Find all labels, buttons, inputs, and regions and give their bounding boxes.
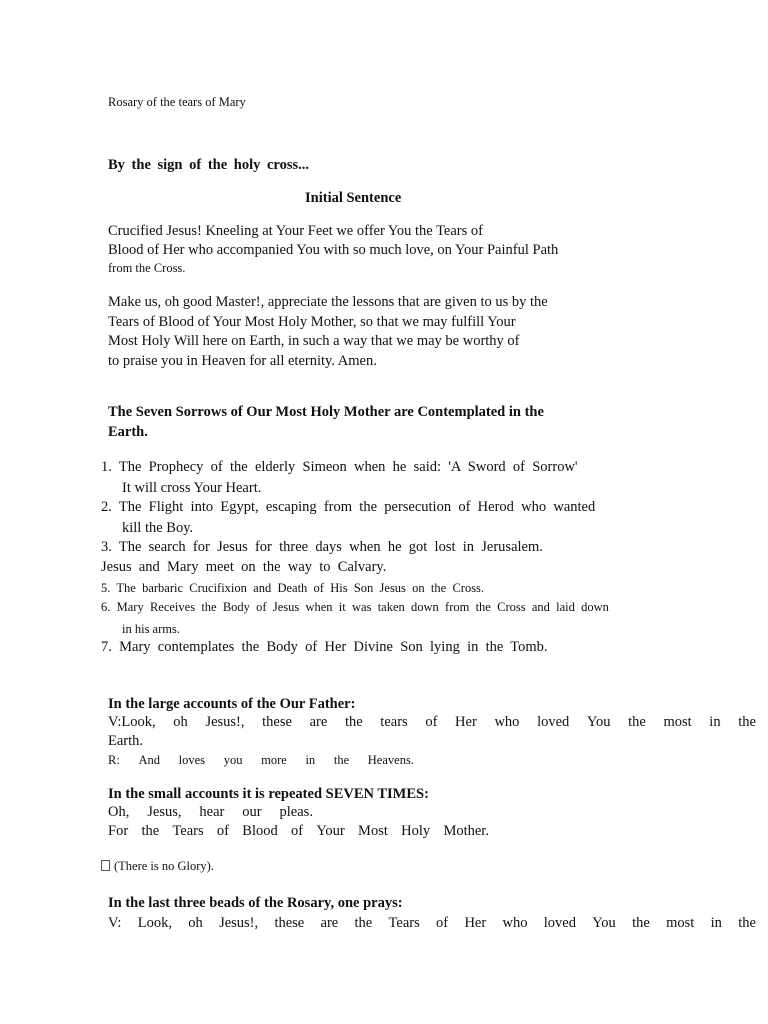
small-beads-line2 (108, 822, 489, 841)
word: Tears (172, 823, 204, 839)
word: You (586, 714, 611, 730)
word: Heavens. (367, 753, 414, 767)
word: R: (108, 753, 120, 767)
document-header: Rosary of the tears of Mary (108, 95, 246, 109)
no-glory-text: (There is no Glory). (114, 859, 214, 873)
word: the (354, 915, 373, 931)
word: more (261, 753, 287, 767)
sign-of-cross-heading: By the sign of the holy cross... (108, 157, 310, 173)
word: Holy (401, 823, 431, 839)
word: loves (178, 753, 206, 767)
word: our (242, 804, 262, 820)
word: of (291, 823, 304, 839)
word: You (592, 915, 616, 931)
sorrow-4: Jesus and Mary meet on the way to Calvary. (101, 559, 387, 575)
word: these (262, 714, 292, 730)
word: who (494, 714, 520, 730)
word: Her (464, 915, 487, 931)
word: in (710, 915, 722, 931)
sorrows-heading-line2: Earth. (108, 424, 148, 440)
word: Most (358, 823, 388, 839)
word: V:Look, (108, 714, 156, 730)
word: of (425, 714, 438, 730)
paragraph2-line2: Tears of Blood of Your Most Holy Mother, so that we may fulfill Your (108, 314, 516, 330)
initial-sentence-heading: Initial Sentence (305, 190, 402, 206)
word: loved (537, 714, 570, 730)
large-beads-heading: In the large accounts of the Our Father: (108, 696, 356, 712)
paragraph2-line4: to praise you in Heaven for all eternity. Amen. (108, 353, 377, 369)
word: Mother. (443, 823, 489, 839)
word: in (709, 714, 721, 730)
sorrow-1-line2: It will cross Your Heart. (122, 480, 262, 496)
sorrow-3: 3. The search for Jesus for three days when he got lost in Jerusalem. (101, 539, 543, 555)
word: the (738, 915, 756, 931)
word: loved (543, 915, 576, 931)
word: Oh, (108, 804, 130, 820)
word: most (663, 714, 692, 730)
sorrow-5: 5. The barbaric Crucifixion and Death of His Son Jesus on the Cross. (101, 581, 485, 595)
word: hear (199, 804, 225, 820)
word: tears (380, 714, 408, 730)
paragraph2-line3: Most Holy Will here on Earth, in such a way that we may be worthy of (108, 333, 520, 349)
last-beads-heading: In the last three beads of the Rosary, one prays: (108, 895, 403, 911)
sorrows-heading-line1: The Seven Sorrows of Our Most Holy Mother are Contemplated in the (108, 404, 544, 420)
word: who (502, 915, 528, 931)
missing-glyph-icon (101, 860, 110, 871)
word: Jesus, (147, 804, 182, 820)
sorrow-2-line1: 2. The Flight into Egypt, escaping from the persecution of Herod who wanted (101, 499, 596, 515)
word: are (309, 714, 328, 730)
word: Tears (388, 915, 420, 931)
large-beads-versicle (108, 713, 756, 732)
paragraph2-line1: Make us, oh good Master!, appreciate the lessons that are given to us by the (108, 294, 548, 310)
word: in (305, 753, 316, 767)
word: V: (108, 915, 122, 931)
word: And (138, 753, 160, 767)
word: most (666, 915, 695, 931)
word: Look, (137, 915, 172, 931)
word: are (320, 915, 339, 931)
word: these (274, 915, 305, 931)
word: of (216, 823, 230, 839)
word: the (333, 753, 350, 767)
large-beads-versicle-line2: Earth. (108, 733, 144, 749)
word: Jesus!, (205, 714, 245, 730)
word: the (628, 714, 646, 730)
small-beads-line1 (108, 803, 313, 822)
word: For (108, 823, 129, 839)
word: Your (316, 823, 345, 839)
word: of (436, 915, 449, 931)
word: the (632, 915, 650, 931)
sorrow-7: 7. Mary contemplates the Body of Her Divine Son lying in the Tomb. (101, 639, 548, 655)
sorrow-1-line1: 1. The Prophecy of the elderly Simeon when he said: 'A Sword of Sorrow' (101, 459, 578, 475)
sorrow-6-line1: 6. Mary Receives the Body of Jesus when it was taken down from the Cross and laid down (101, 600, 609, 614)
word: Her (455, 714, 477, 730)
word: oh (173, 714, 188, 730)
last-beads-versicle (108, 914, 756, 933)
word: Blood (242, 823, 278, 839)
sorrow-2-line2: kill the Boy. (122, 520, 194, 536)
word: the (141, 823, 160, 839)
paragraph1-line1: Crucified Jesus! Kneeling at Your Feet we offer You the Tears of (108, 223, 483, 239)
word: pleas. (279, 804, 313, 820)
word: the (738, 714, 756, 730)
word: Jesus!, (219, 915, 259, 931)
small-beads-heading: In the small accounts it is repeated SEVEN TIMES: (108, 786, 429, 802)
paragraph1-line3: from the Cross. (108, 261, 186, 275)
paragraph1-line2: Blood of Her who accompanied You with so much love, on Your Painful Path (108, 242, 559, 258)
word: oh (188, 915, 203, 931)
no-glory-note (101, 857, 214, 876)
large-beads-response (108, 751, 414, 770)
word: you (223, 753, 243, 767)
word: the (344, 714, 363, 730)
sorrow-6-line2: in his arms. (122, 622, 180, 636)
